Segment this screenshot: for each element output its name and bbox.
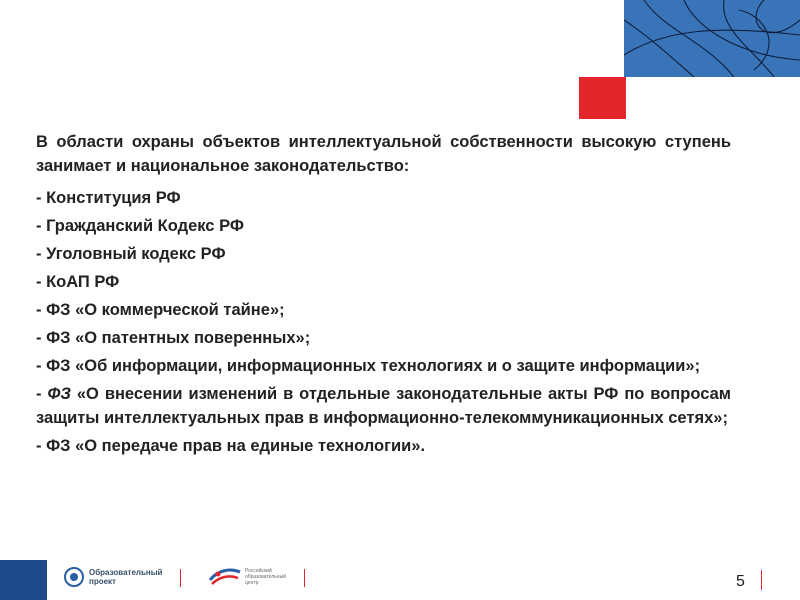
law-item-koap: - КоАП РФ (36, 272, 120, 291)
decorative-lines-graphic (624, 0, 800, 77)
education-center-logo-text: Российский образовательный центр (245, 568, 286, 586)
law-item-information: - ФЗ «Об информации, информационных технологиях и о защите информации»; (36, 356, 701, 375)
slide-body (36, 130, 731, 462)
law-item-patent-attorneys: - ФЗ «О патентных поверенных»; (36, 328, 311, 347)
law-item-criminal-code: - Уголовный кодекс РФ (36, 244, 226, 263)
education-center-logo (208, 564, 290, 590)
globe-icon (64, 567, 84, 587)
footer-divider (304, 569, 305, 587)
decorative-blue-panel (624, 0, 800, 77)
educational-project-logo-text: Образовательный проект (89, 568, 163, 586)
law-item-constitution: - Конституция РФ (36, 188, 181, 207)
page-number: 5 (736, 573, 745, 590)
educational-project-logo (64, 564, 184, 590)
decorative-red-square (579, 77, 626, 119)
page-number-accent (761, 570, 762, 590)
law-item-prefix: - (36, 384, 48, 403)
intro-paragraph: В области охраны объектов интеллектуальной собственности высокую ступень занимает и национальное законодательство: (36, 133, 731, 175)
footer-navy-block (0, 560, 47, 600)
law-item-civil-code: - Гражданский Кодекс РФ (36, 216, 244, 235)
law-item-ip-amendments (36, 382, 731, 430)
swoosh-logo-icon (208, 566, 242, 588)
law-item-fz-italic: ФЗ (47, 384, 71, 403)
law-item-rest: «О внесении изменений в отдельные законодательные акты РФ по вопросам защиты интеллектуальных прав в информационно-телекоммуникационных сетях»; (36, 384, 731, 427)
law-item-trade-secret: - ФЗ «О коммерческой тайне»; (36, 300, 285, 319)
law-item-unified-technologies: - ФЗ «О передаче прав на единые технологии». (36, 436, 426, 455)
footer-divider (180, 569, 181, 587)
